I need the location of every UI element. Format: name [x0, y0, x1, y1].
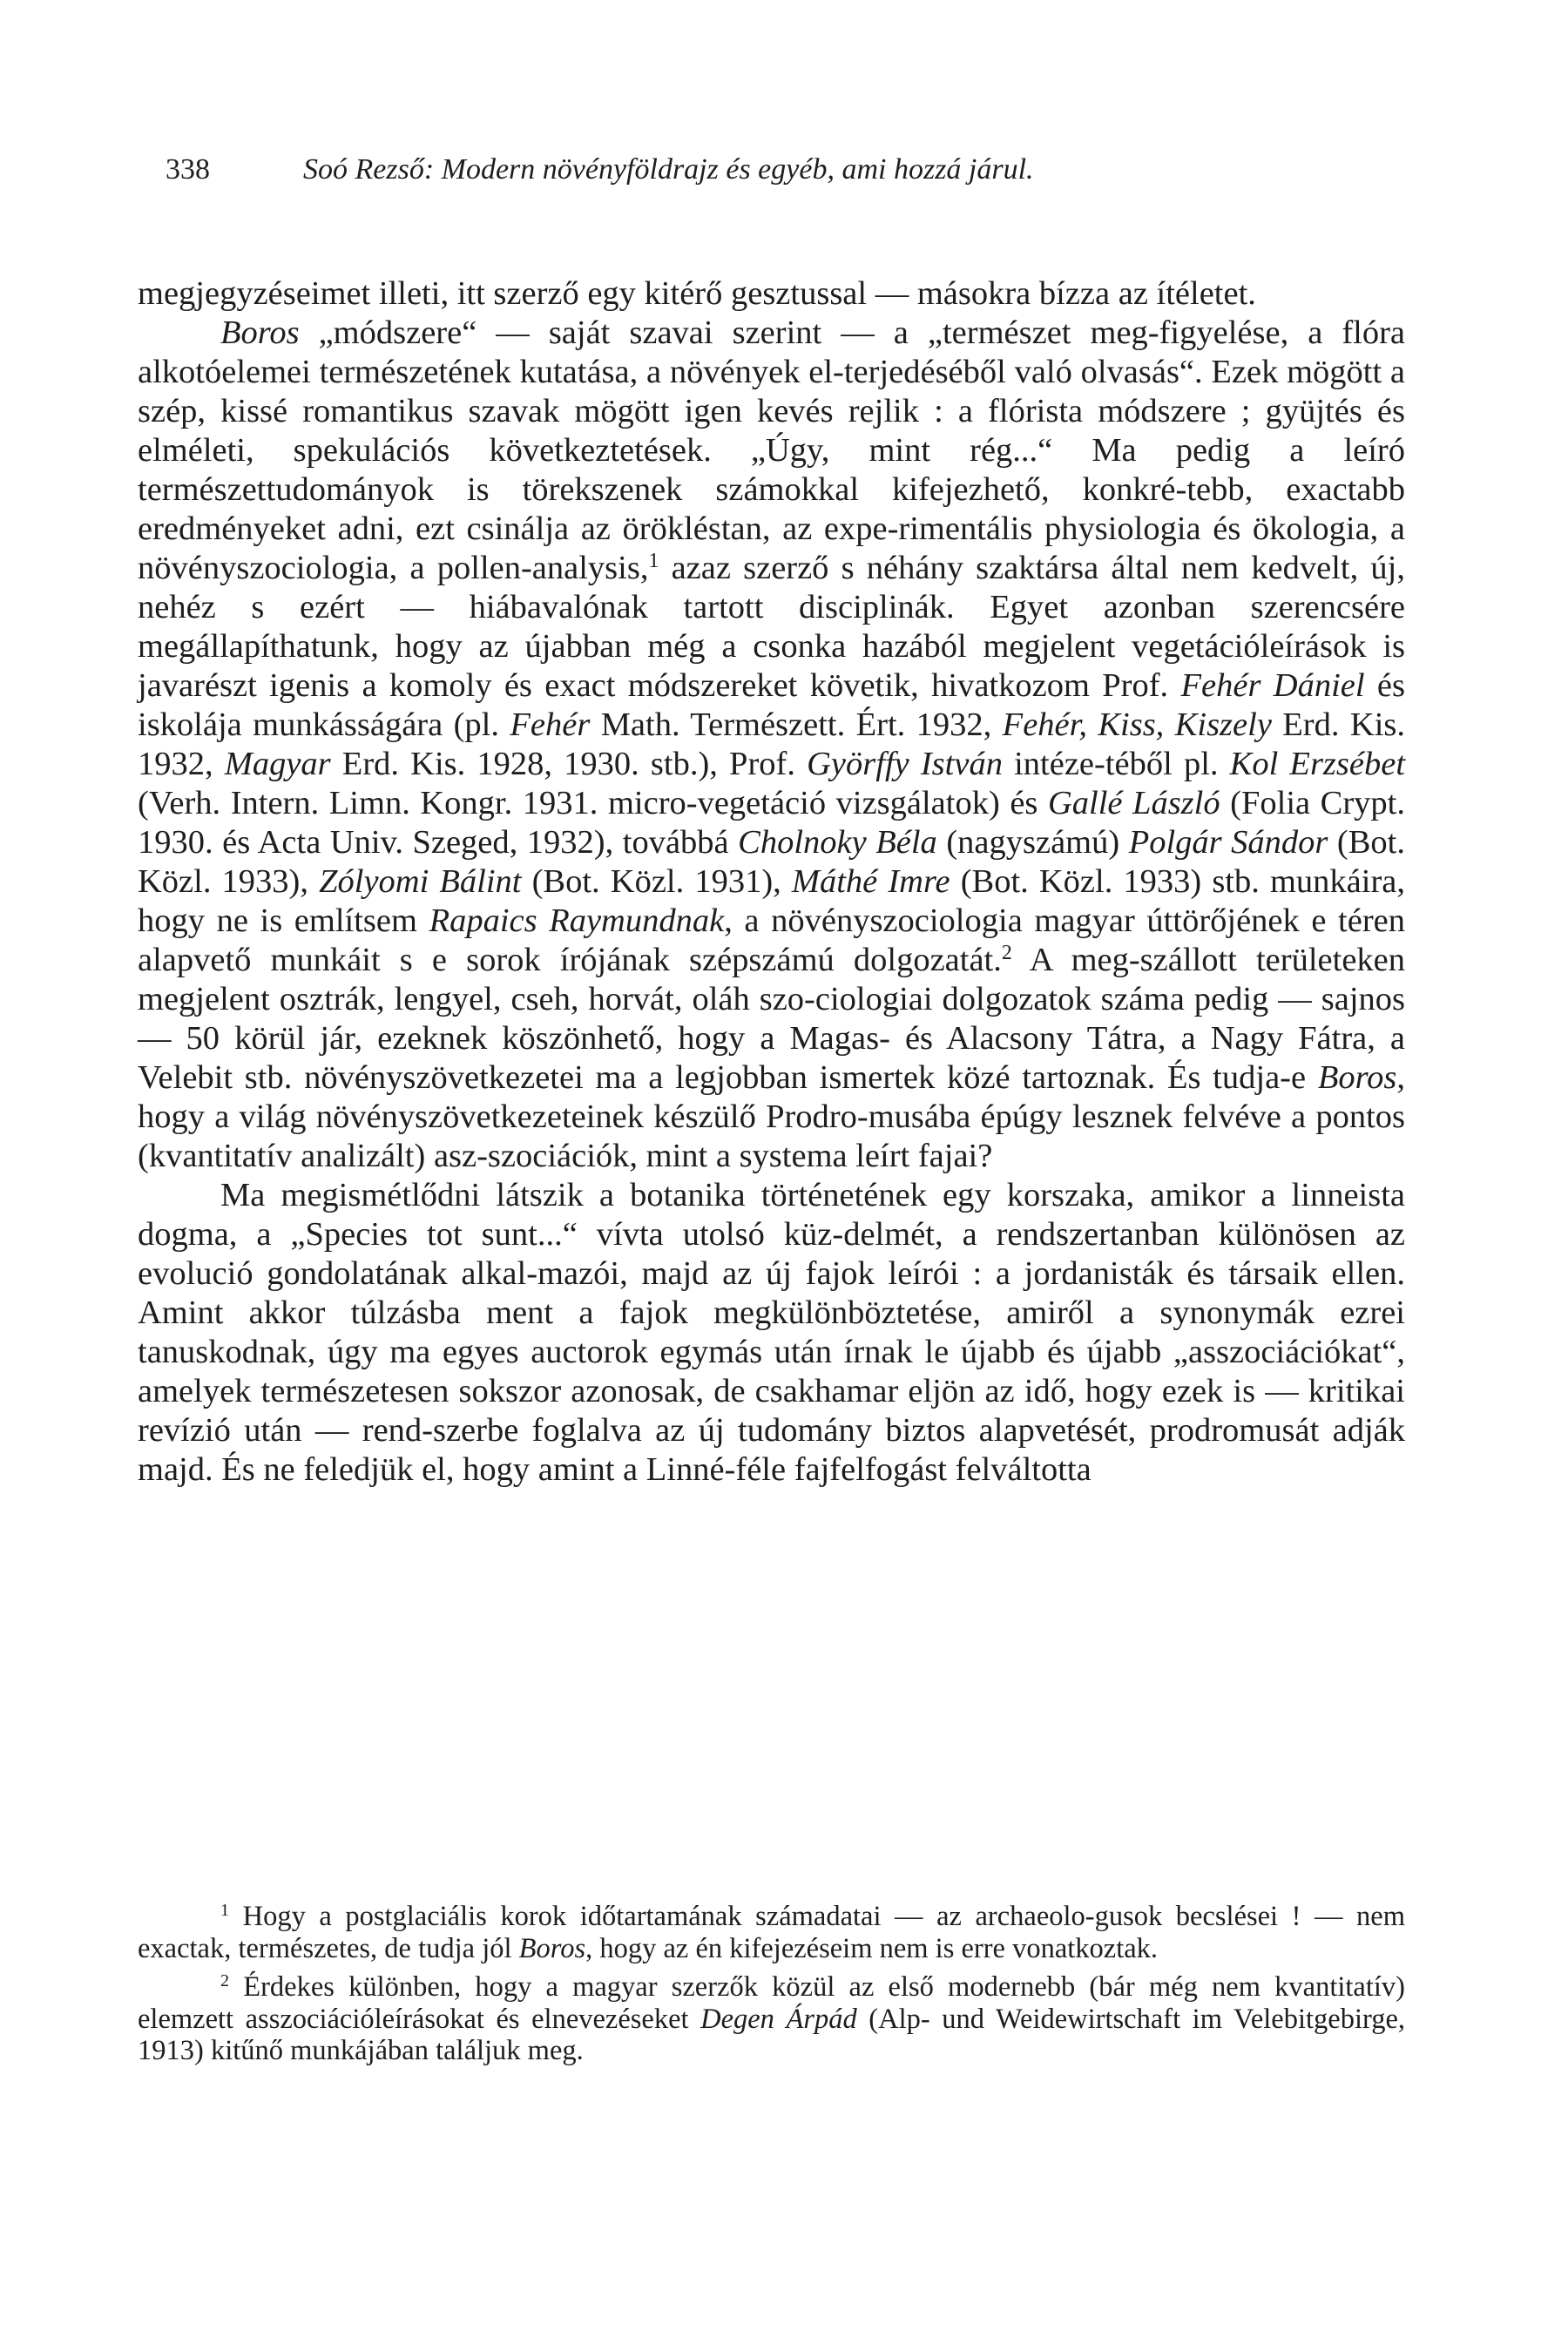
author-name: Cholnoky Béla — [738, 824, 937, 861]
text-run: (nagyszámú) — [936, 824, 1129, 861]
author-name: Györffy István — [807, 746, 1003, 782]
text-run: azaz szerző s néhány szaktársa által nem kedvelt, új, nehéz s ezért — hiábavalónak tartott disciplinák. Egyet azonban szerencsére megállapíthatunk, hogy az újabban még a csonka hazából megjelent vegetációleírások is javarészt igenis a komoly és exact módszereket követik, hivatkozom Prof. — [138, 550, 1405, 704]
footnote-ref-2: 2 — [1001, 941, 1012, 964]
footnote-mark: 1 — [220, 1900, 230, 1920]
text-run: A meg-szállott területeken megjelent osztrák, lengyel, cseh, horvát, oláh szo-ciologiai dolgozatok száma pedig — sajnos — 50 körül jár, ezeknek köszönhető, hogy a Magas- és Alacsony Tátra, a Nagy Fátra, a Velebit stb. növényszövetkezetei ma a legjobban ismertek közé tartoznak. És tudja-e — [138, 942, 1405, 1096]
author-name: Gallé László — [1047, 785, 1220, 821]
document-page — [138, 0, 1405, 2352]
footnote-ref-1: 1 — [648, 549, 659, 572]
footnote-mark: 2 — [220, 1970, 230, 1990]
text-run: Erd. Kis. 1932, — [138, 706, 1405, 782]
text-run: , a növényszociologia magyar úttörőjének e téren alapvető munkáit s e sorok írójának szépszámú dolgozatát. — [138, 902, 1405, 978]
footnotes — [138, 1901, 1405, 2067]
footnote-1 — [138, 1901, 1405, 1964]
running-title: Soó Rezső: Modern növényföldrajz és egyéb, ami hozzá járul. — [303, 153, 1034, 186]
text-run: (Verh. Intern. Limn. Kongr. 1931. micro-vegetáció vizsgálatok) és — [138, 785, 1048, 821]
author-name: Boros — [1317, 1059, 1397, 1096]
text-run: Erd. Kis. 1928, 1930. stb.), Prof. — [330, 746, 808, 782]
text-run: Érdekes különben, hogy a magyar szerzők közül az első modernebb (bár még nem kvantitatív) elemzett asszociációleírásokat és elnevezéseket — [138, 1971, 1405, 2035]
author-name: Boros — [518, 1932, 586, 1964]
author-name: Máthé Imre — [791, 863, 950, 900]
paragraph-2 — [138, 314, 1405, 1176]
author-name: Kol Erzsébet — [1229, 746, 1406, 782]
author-name: Fehér — [510, 706, 591, 743]
text-run: (Bot. Közl. 1933) stb. munkáira, hogy ne is említsem — [138, 863, 1405, 939]
text-run: Math. Természett. Ért. 1932, — [590, 706, 1003, 743]
author-name: Magyar — [224, 746, 331, 782]
footnote-2 — [138, 1971, 1405, 2067]
body-text — [138, 274, 1405, 1490]
text-run: (Bot. Közl. 1933), — [138, 824, 1406, 900]
author-name: Fehér Dániel — [1180, 667, 1365, 704]
author-name: Boros — [220, 314, 300, 351]
text-run: (Alp- und Weidewirtschaft im Velebitgebirge, 1913) kitűnő munkájában találjuk meg. — [138, 2003, 1406, 2066]
text-run: (Bot. Közl. 1931), — [521, 863, 792, 900]
author-name: Zólyomi Bálint — [319, 863, 522, 900]
author-name: Polgár Sándor — [1128, 824, 1328, 861]
author-name: Degen Árpád — [700, 2003, 857, 2035]
paragraph-1: megjegyzéseimet illeti, itt szerző egy kitérő gesztussal — másokra bízza az ítéletet. — [138, 275, 1256, 312]
author-name: Fehér, Kiss, Kiszely — [1002, 706, 1272, 743]
text-run: , hogy a világ növényszövetkezeteinek készülő Prodro-musába épúgy lesznek felvéve a pontos (kvantitatív analizált) asz-szociációk, mint a systema leírt fajai? — [138, 1059, 1405, 1174]
page-number: 338 — [166, 153, 210, 186]
text-run: Hogy a postglaciális korok időtartamának számadatai — az archaeolo-gusok becslései ! — nem exactak, természetes, de tudja jól — [138, 1901, 1405, 1964]
text-run: , hogy az én kifejezéseim nem is erre vonatkoztak. — [585, 1932, 1159, 1964]
author-name: Rapaics Raymundnak — [429, 902, 725, 939]
text-run: „módszere“ — saját szavai szerint — a „természet meg-figyelése, a flóra alkotóelemei természetének kutatása, a növények el-terjedéséből való olvasás“. Ezek mögött a szép, kissé romantikus szavak mögött igen kevés rejlik : a flórista módszere ; gyüjtés és elméleti, spekulációs következtetések. „Úgy, mint rég...“ Ma pedig a leíró természettudományok is törekszenek számokkal kifejezhető, konkré-tebb, exactabb eredményeket adni, ezt csinálja az örökléstan, az expe-rimentális physiologia és ökologia, a növényszociologia, a pollen-analysis, — [138, 314, 1405, 586]
running-header — [138, 148, 1405, 192]
text-run: intéze-téből pl. — [1002, 746, 1230, 782]
text-run: (Folia Crypt. 1930. és Acta Univ. Szeged, 1932), továbbá — [138, 785, 1405, 861]
text-run: és iskolája munkásságára (pl. — [138, 667, 1405, 743]
paragraph-3: Ma megismétlődni látszik a botanika történetének egy korszaka, amikor a linneista dogma, a „Species tot sunt...“ vívta utolsó küz-delmét, a rendszertanban különösen az evolució gondolatának alkal-mazói, majd az új fajok leírói : a jordanisták és társaik ellen. Amint akkor túlzásba ment a fajok megkülönböztetése, amiről a synonymák ezrei tanuskodnak, úgy ma egyes auctorok egymás után írnak le újabb és újabb „asszociációkat“, amelyek természetesen sokszor azonosak, de csakhamar eljön az idő, hogy ezek is — kritikai revízió után — rend-szerbe foglalva az új tudomány biztos alapvetését, prodromusát adják majd. És ne feledjük el, hogy amint a Linné-féle fajfelfogást felváltotta — [138, 1177, 1405, 1488]
